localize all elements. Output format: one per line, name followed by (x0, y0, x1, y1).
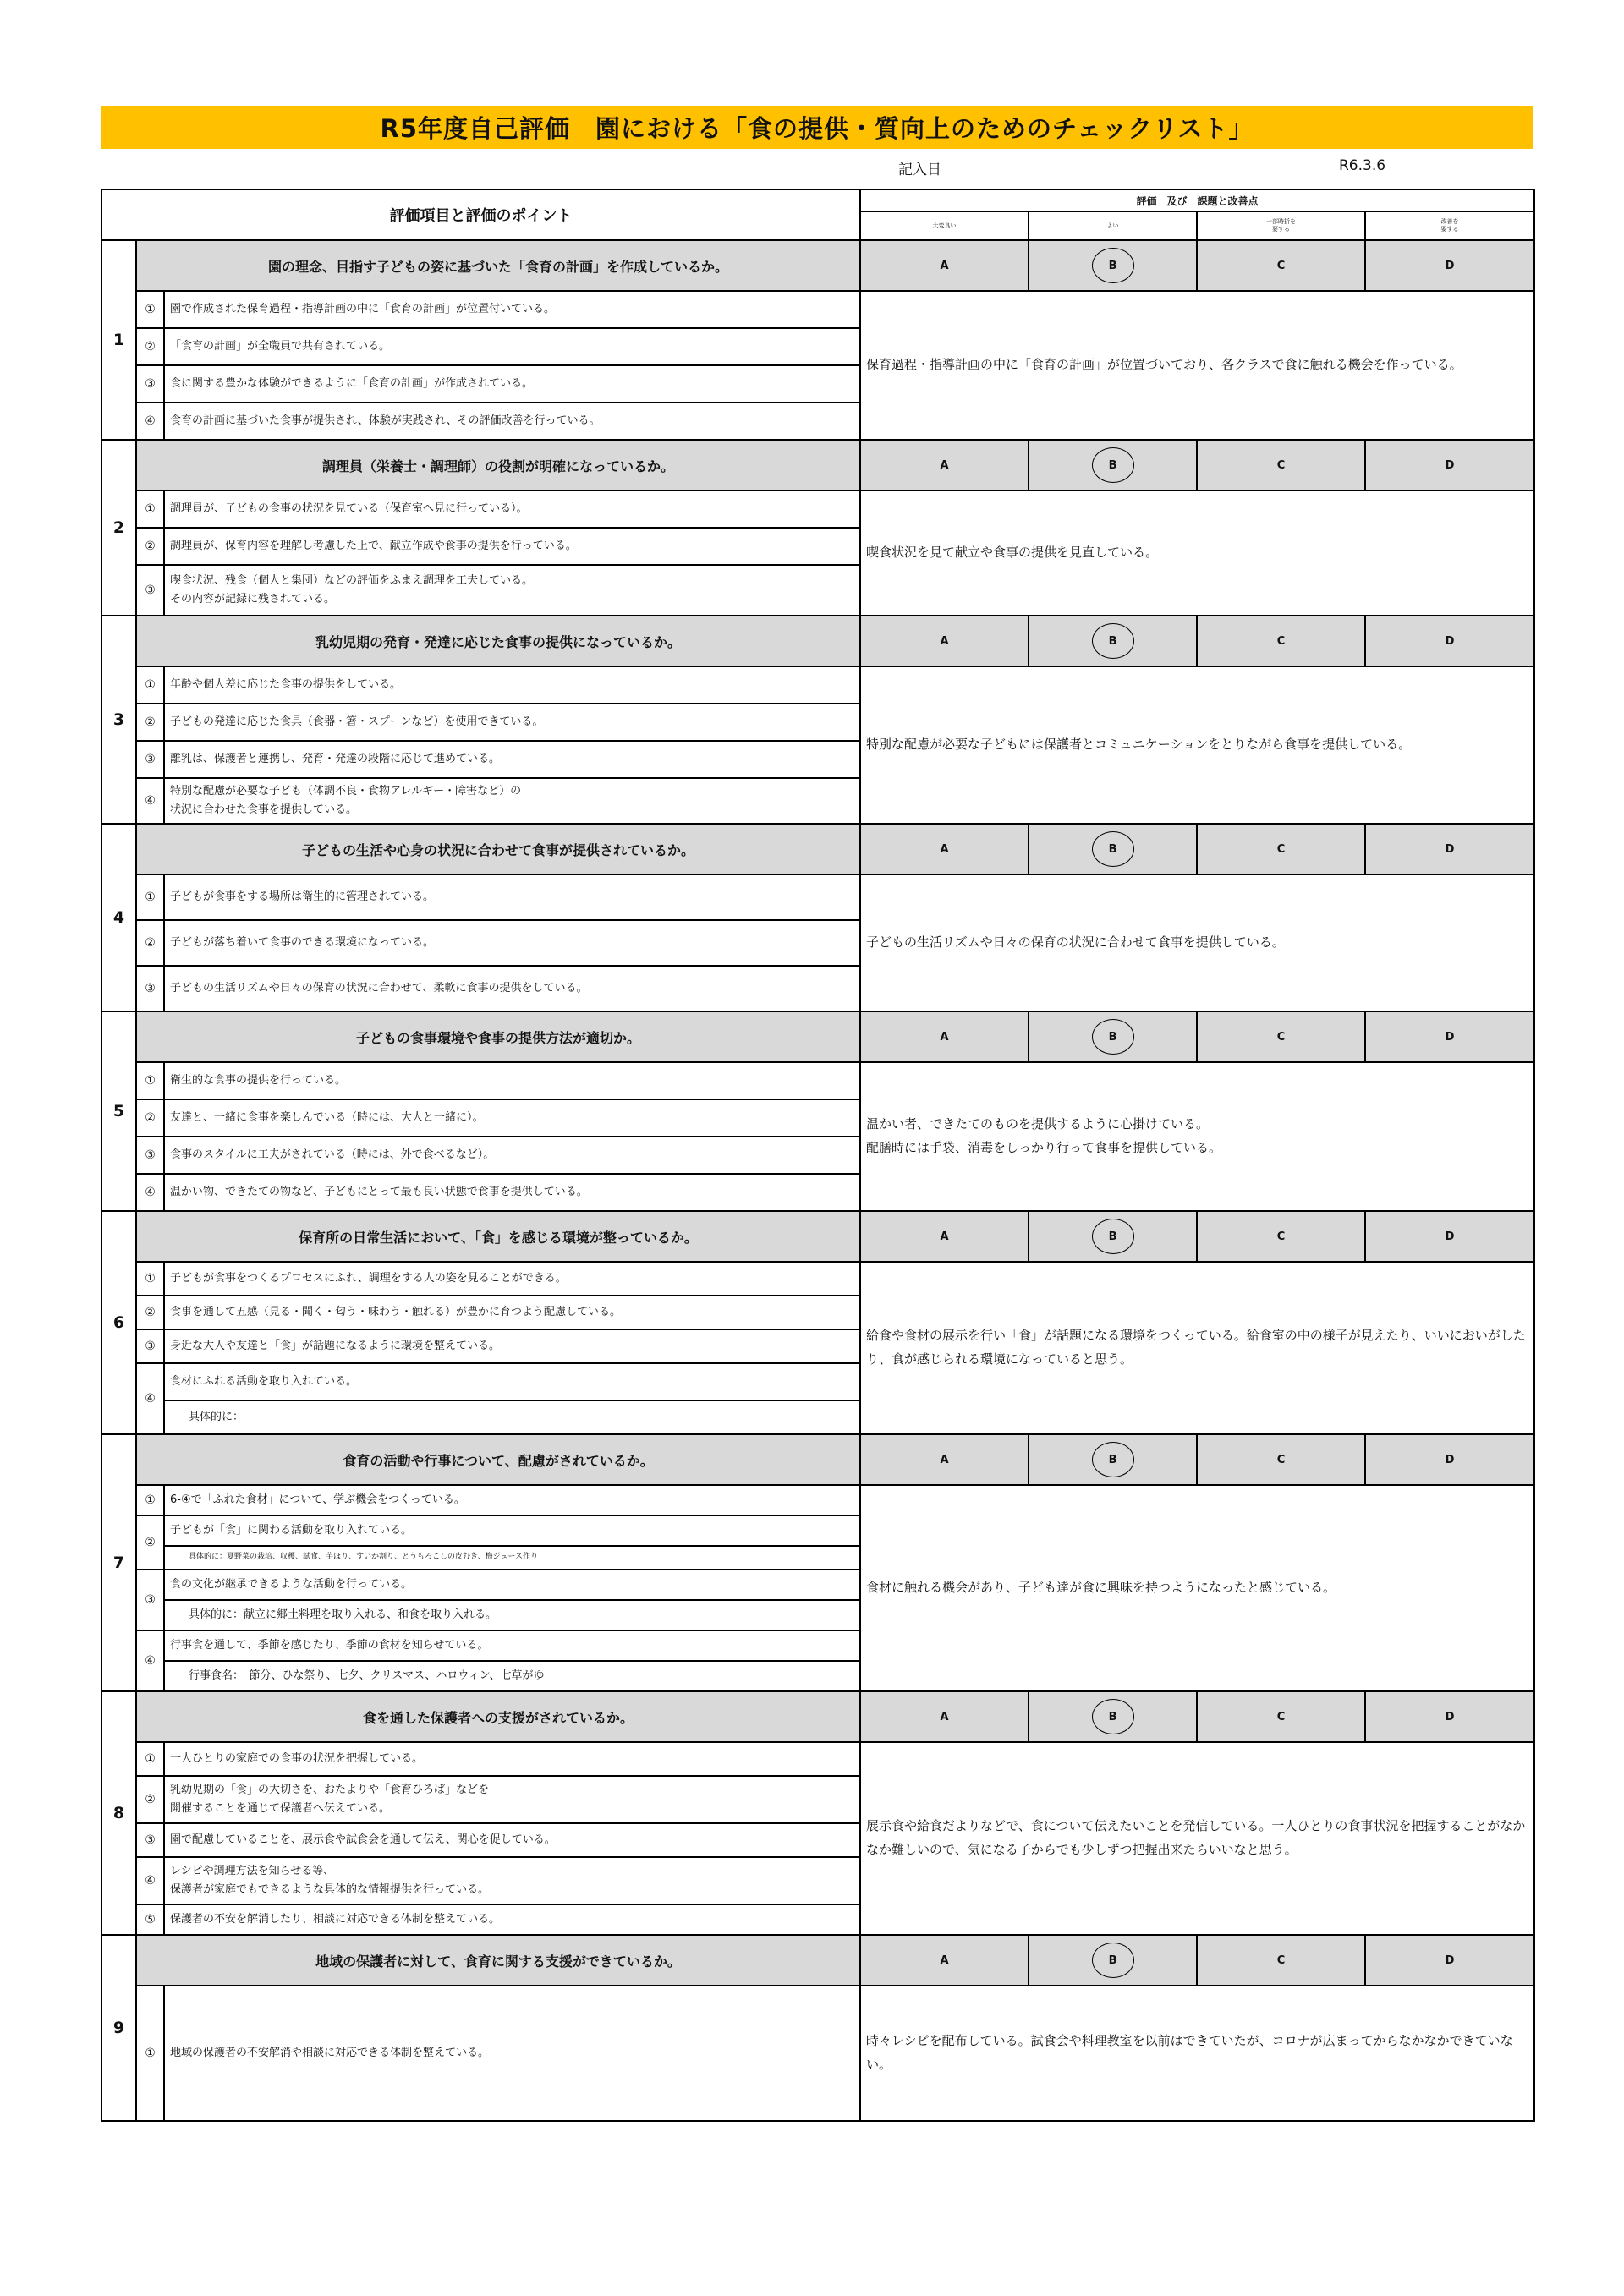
selected-grade-circle: B (1092, 1019, 1134, 1055)
section-comment: 保育過程・指導計画の中に「食育の計画」が位置づいており、各クラスで食に触れる機会を作っている。 (860, 291, 1534, 440)
header-row (102, 189, 1534, 211)
item-row (102, 490, 1534, 528)
grade-label-b: よい (1029, 211, 1197, 240)
item-text: 温かい物、できたての物など、子どもにとって最も良い状態で食事を提供している。 (164, 1174, 860, 1211)
item-text: 調理員が、保育内容を理解し考慮した上で、献立作成や食事の提供を行っている。 (164, 528, 860, 565)
grade-b-cell[interactable] (1029, 1691, 1197, 1742)
item-text: 子どもが「食」に関わる活動を取り入れている。 (164, 1515, 860, 1546)
item-number: ③ (136, 966, 164, 1011)
grade-letter: C (1276, 634, 1286, 648)
grade-letter: A (940, 842, 949, 856)
section-number: 5 (102, 1011, 136, 1211)
grade-b-cell[interactable] (1029, 1211, 1197, 1262)
grade-letter: C (1276, 1710, 1286, 1723)
item-text: 喫食状況、残食（個人と集団）などの評価をふまえ調理を工夫している。 その内容が記録に残されている。 (164, 565, 860, 616)
grade-letter: D (1445, 634, 1455, 648)
item-row (102, 291, 1534, 328)
grade-letter: C (1276, 458, 1286, 472)
item-number: ① (136, 1485, 164, 1515)
item-text: 乳幼児期の「食」の大切さを、おたよりや「食育ひろば」などを 開催することを通じて保護者へ伝えている。 (164, 1776, 860, 1823)
page-title: R5年度自己評価 園における「食の提供・質向上のためのチェックリスト」 (101, 106, 1533, 149)
grade-letter: D (1445, 842, 1455, 856)
section-comment: 温かい者、できたてのものを提供するように心掛けている。 配膳時には手袋、消毒をしっかり行って食事を提供している。 (860, 1062, 1534, 1211)
item-text: 地域の保護者の不安解消や相談に対応できる体制を整えている。 (164, 1986, 860, 2121)
date-value: R6.3.6 (1339, 157, 1386, 174)
section-question: 地域の保護者に対して、食育に関する支援ができているか。 (136, 1935, 860, 1986)
grade-a-cell[interactable] (860, 440, 1029, 490)
section-comment: 喫食状況を見て献立や食事の提供を見直している。 (860, 490, 1534, 616)
section-question-row (102, 240, 1534, 291)
item-text: 子どもが落ち着いて食事のできる環境になっている。 (164, 920, 860, 966)
item-text: 6-④で「ふれた食材」について、学ぶ機会をつくっている。 (164, 1485, 860, 1515)
grade-letter: D (1445, 1030, 1455, 1044)
selected-grade-circle: B (1092, 447, 1134, 483)
grade-c-cell[interactable] (1197, 240, 1365, 291)
item-text: 「食育の計画」が全職員で共有されている。 (164, 328, 860, 365)
item-row (102, 1485, 1534, 1515)
grade-letter: C (1276, 1954, 1286, 1967)
selected-grade-circle: B (1092, 623, 1134, 659)
item-text: 子どもが食事をする場所は衛生的に管理されている。 (164, 874, 860, 920)
grade-b-cell[interactable] (1029, 824, 1197, 874)
item-text: 行事食を通して、季節を感じたり、季節の食材を知らせている。 (164, 1630, 860, 1661)
item-number: ⑤ (136, 1904, 164, 1935)
section-number: 9 (102, 1935, 136, 2121)
grade-a-cell[interactable] (860, 1211, 1029, 1262)
grade-c-cell[interactable] (1197, 616, 1365, 666)
item-detail: 具体的に：夏野菜の栽培、収穫、試食、芋ほり、すいか割り、とうもろこしの皮むき、梅ジュース作り (164, 1546, 860, 1570)
selected-grade-circle: B (1092, 1442, 1134, 1477)
selected-grade-circle: B (1092, 831, 1134, 867)
item-text: 食に関する豊かな体験ができるように「食育の計画」が作成されている。 (164, 365, 860, 403)
item-number: ① (136, 291, 164, 328)
selected-grade-circle: B (1092, 248, 1134, 283)
grade-letter: A (940, 1954, 949, 1967)
item-text: 特別な配慮が必要な子ども（体調不良・食物アレルギー・障害など）の 状況に合わせた食事を提供している。 (164, 778, 860, 824)
grade-label-a: 大変良い (860, 211, 1029, 240)
section-comment: 展示食や給食だよりなどで、食について伝えたいことを発信している。一人ひとりの食事状況を把握することがなかなか難しいので、気になる子からでも少しずつ把握出来たらいいなと思う。 (860, 1742, 1534, 1935)
item-text: 衛生的な食事の提供を行っている。 (164, 1062, 860, 1099)
grade-letter: C (1276, 259, 1286, 272)
grade-letter: A (940, 634, 949, 648)
grade-d-cell[interactable] (1365, 1211, 1534, 1262)
item-text: 食育の計画に基づいた食事が提供され、体験が実践され、その評価改善を行っている。 (164, 403, 860, 440)
item-number: ② (136, 1099, 164, 1137)
section-number: 2 (102, 440, 136, 616)
item-number: ③ (136, 1137, 164, 1174)
grade-d-cell[interactable] (1365, 440, 1534, 490)
item-number: ④ (136, 778, 164, 824)
section-question-row (102, 1211, 1534, 1262)
selected-grade-circle: B (1092, 1219, 1134, 1254)
item-number: ① (136, 490, 164, 528)
section-question: 子どもの食事環境や食事の提供方法が適切か。 (136, 1011, 860, 1062)
grade-letter: C (1276, 1230, 1286, 1243)
section-question: 乳幼児期の発育・発達に応じた食事の提供になっているか。 (136, 616, 860, 666)
grade-letter: C (1276, 1453, 1286, 1466)
header-evaluation-and-issues: 評価 及び 課題と改善点 (860, 189, 1534, 211)
section-number: 7 (102, 1434, 136, 1691)
section-comment: 子どもの生活リズムや日々の保育の状況に合わせて食事を提供している。 (860, 874, 1534, 1011)
item-row (102, 1986, 1534, 2121)
grade-letter: D (1445, 1954, 1455, 1967)
item-number: ② (136, 1296, 164, 1329)
section-question: 保育所の日常生活において、「食」を感じる環境が整っているか。 (136, 1211, 860, 1262)
date-label: 記入日 (898, 162, 941, 178)
item-text: 食事を通して五感（見る・聞く・匂う・味わう・触れる）が豊かに育つよう配慮している。 (164, 1296, 860, 1329)
item-text: 食の文化が継承できるような活動を行っている。 (164, 1570, 860, 1600)
item-number: ② (136, 328, 164, 365)
grade-letter: A (940, 1453, 949, 1466)
section-question: 食育の活動や行事について、配慮がされているか。 (136, 1434, 860, 1485)
grade-c-cell[interactable] (1197, 1434, 1365, 1485)
item-number: ③ (136, 1570, 164, 1630)
section-question: 園の理念、目指す子どもの姿に基づいた「食育の計画」を作成しているか。 (136, 240, 860, 291)
grade-label-d: 改善を 要する (1365, 211, 1534, 240)
grade-b-cell[interactable] (1029, 1935, 1197, 1986)
item-number: ② (136, 920, 164, 966)
item-number: ④ (136, 1363, 164, 1434)
grade-a-cell[interactable] (860, 616, 1029, 666)
item-detail: 具体的に： (164, 1400, 860, 1434)
grade-a-cell[interactable] (860, 1011, 1029, 1062)
grade-a-cell[interactable] (860, 1691, 1029, 1742)
item-text: 友達と、一緒に食事を楽しんでいる（時には、大人と一緒に）。 (164, 1099, 860, 1137)
grade-letter: D (1445, 1453, 1455, 1466)
item-detail: 行事食名： 節分、ひな祭り、七夕、クリスマス、ハロウィン、七草がゆ (164, 1661, 860, 1691)
grade-letter: A (940, 1710, 949, 1723)
grade-a-cell[interactable] (860, 240, 1029, 291)
grade-b-cell[interactable] (1029, 1434, 1197, 1485)
item-number: ① (136, 1742, 164, 1776)
grade-a-cell[interactable] (860, 1935, 1029, 1986)
item-number: ① (136, 1986, 164, 2121)
section-comment: 特別な配慮が必要な子どもには保護者とコミュニケーションをとりながら食事を提供している。 (860, 666, 1534, 824)
header-evaluation-items: 評価項目と評価のポイント (102, 189, 860, 240)
grade-b-cell[interactable] (1029, 616, 1197, 666)
item-number: ② (136, 528, 164, 565)
item-text: 身近な大人や友達と「食」が話題になるように環境を整えている。 (164, 1329, 860, 1363)
item-number: ② (136, 1515, 164, 1570)
section-question-row (102, 1691, 1534, 1742)
grade-c-cell[interactable] (1197, 1211, 1365, 1262)
item-text: 子どもが食事をつくるプロセスにふれ、調理をする人の姿を見ることができる。 (164, 1262, 860, 1296)
grade-d-cell[interactable] (1365, 616, 1534, 666)
grade-letter: A (940, 1230, 949, 1243)
item-number: ④ (136, 403, 164, 440)
item-text: 園で配慮していることを、展示食や試食会を通して伝え、関心を促している。 (164, 1823, 860, 1857)
selected-grade-circle: B (1092, 1943, 1134, 1978)
item-number: ② (136, 1776, 164, 1823)
item-number: ① (136, 666, 164, 704)
item-text: 一人ひとりの家庭での食事の状況を把握している。 (164, 1742, 860, 1776)
selected-grade-circle: B (1092, 1699, 1134, 1734)
section-number: 1 (102, 240, 136, 440)
grade-letter: C (1276, 842, 1286, 856)
grade-d-cell[interactable] (1365, 1011, 1534, 1062)
item-number: ① (136, 1262, 164, 1296)
item-number: ④ (136, 1174, 164, 1211)
grade-c-cell[interactable] (1197, 824, 1365, 874)
item-number: ① (136, 874, 164, 920)
section-question-row (102, 616, 1534, 666)
item-row (102, 1062, 1534, 1099)
item-number: ③ (136, 365, 164, 403)
grade-letter: D (1445, 458, 1455, 472)
grade-label-c: 一部時折を 要する (1197, 211, 1365, 240)
section-question-row (102, 824, 1534, 874)
grade-d-cell[interactable] (1365, 1434, 1534, 1485)
grade-d-cell[interactable] (1365, 1691, 1534, 1742)
section-comment: 給食や食材の展示を行い「食」が話題になる環境をつくっている。給食室の中の様子が見えたり、いいにおいがしたり、食が感じられる環境になっていると思う。 (860, 1262, 1534, 1434)
section-number: 4 (102, 824, 136, 1011)
grade-letter: D (1445, 1230, 1455, 1243)
item-number: ② (136, 704, 164, 741)
section-comment: 時々レシピを配布している。試食会や料理教室を以前はできていたが、コロナが広まってからなかなかできていない。 (860, 1986, 1534, 2121)
grade-letter: D (1445, 259, 1455, 272)
item-text: 保護者の不安を解消したり、相談に対応できる体制を整えている。 (164, 1904, 860, 1935)
grade-d-cell[interactable] (1365, 824, 1534, 874)
grade-c-cell[interactable] (1197, 440, 1365, 490)
item-row (102, 1262, 1534, 1296)
grade-letter: D (1445, 1710, 1455, 1723)
grade-c-cell[interactable] (1197, 1935, 1365, 1986)
grade-c-cell[interactable] (1197, 1691, 1365, 1742)
item-text: 食事のスタイルに工夫がされている（時には、外で食べるなど）。 (164, 1137, 860, 1174)
section-number: 3 (102, 616, 136, 824)
item-row (102, 874, 1534, 920)
section-comment: 食材に触れる機会があり、子ども達が食に興味を持つようになったと感じている。 (860, 1485, 1534, 1691)
grade-letter: A (940, 1030, 949, 1044)
section-number: 6 (102, 1211, 136, 1434)
item-number: ① (136, 1062, 164, 1099)
section-question-row (102, 1935, 1534, 1986)
section-question: 調理員（栄養士・調理師）の役割が明確になっているか。 (136, 440, 860, 490)
item-number: ③ (136, 741, 164, 778)
item-number: ③ (136, 1329, 164, 1363)
section-question-row (102, 1434, 1534, 1485)
item-number: ③ (136, 565, 164, 616)
item-row (102, 666, 1534, 704)
grade-letter: A (940, 259, 949, 272)
grade-d-cell[interactable] (1365, 240, 1534, 291)
item-text: 離乳は、保護者と連携し、発育・発達の段階に応じて進めている。 (164, 741, 860, 778)
grade-d-cell[interactable] (1365, 1935, 1534, 1986)
grade-a-cell[interactable] (860, 824, 1029, 874)
section-question-row (102, 440, 1534, 490)
grade-b-cell[interactable] (1029, 240, 1197, 291)
item-text: 年齢や個人差に応じた食事の提供をしている。 (164, 666, 860, 704)
item-text: 子どもの発達に応じた食具（食器・箸・スプーンなど）を使用できている。 (164, 704, 860, 741)
item-text: 調理員が、子どもの食事の状況を見ている（保育室へ見に行っている）。 (164, 490, 860, 528)
item-detail: 具体的に：献立に郷土料理を取り入れる、和食を取り入れる。 (164, 1600, 860, 1630)
section-question: 子どもの生活や心身の状況に合わせて食事が提供されているか。 (136, 824, 860, 874)
item-number: ③ (136, 1823, 164, 1857)
item-number: ④ (136, 1857, 164, 1904)
checklist-table (101, 189, 1535, 2122)
item-text: 園で作成された保育過程・指導計画の中に「食育の計画」が位置付いている。 (164, 291, 860, 328)
grade-letter: C (1276, 1030, 1286, 1044)
item-text: 子どもの生活リズムや日々の保育の状況に合わせて、柔軟に食事の提供をしている。 (164, 966, 860, 1011)
item-number: ④ (136, 1630, 164, 1691)
item-text: 食材にふれる活動を取り入れている。 (164, 1363, 860, 1400)
item-text: レシピや調理方法を知らせる等、 保護者が家庭でもできるような具体的な情報提供を行っている。 (164, 1857, 860, 1904)
grade-letter: A (940, 458, 949, 472)
grade-b-cell[interactable] (1029, 1011, 1197, 1062)
section-number: 8 (102, 1691, 136, 1935)
item-row (102, 1742, 1534, 1776)
grade-c-cell[interactable] (1197, 1011, 1365, 1062)
section-question: 食を通した保護者への支援がされているか。 (136, 1691, 860, 1742)
grade-b-cell[interactable] (1029, 440, 1197, 490)
section-question-row (102, 1011, 1534, 1062)
grade-a-cell[interactable] (860, 1434, 1029, 1485)
